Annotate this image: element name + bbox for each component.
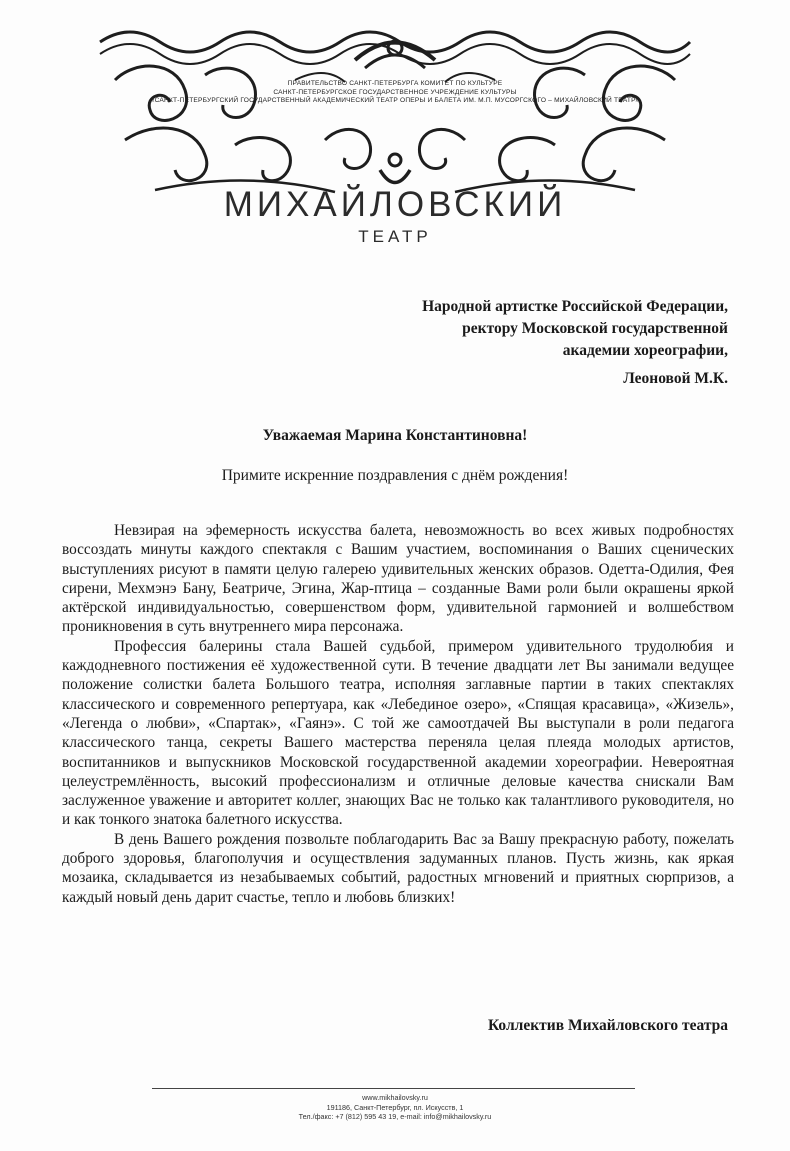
- gov-line: «САНКТ-ПЕТЕРБУРГСКИЙ ГОСУДАРСТВЕННЫЙ АКАДЕМИЧЕСКИЙ ТЕАТР ОПЕРЫ И БАЛЕТА ИМ. М.П. МУСОРГСКОГО – МИХАЙЛОВСКИЙ ТЕАТР»: [150, 97, 640, 104]
- salutation: Уважаемая Марина Константиновна!: [262, 427, 528, 444]
- addressee-line: Народной артистке Российской Федерации,: [422, 298, 728, 315]
- logo-subtitle: ТЕАТР: [358, 227, 432, 246]
- letter-body: [62, 521, 734, 907]
- logo-title: МИХАЙЛОВСКИЙ: [223, 185, 567, 224]
- government-header-text: [140, 80, 650, 106]
- body-paragraph: Невзирая на эфемерность искусства балета, невозможность во всех живых подробностях воссоздать минуты каждого спектакля с Вашим участием, воспоминания о Ваших сценических выступлениях рисуют в памяти целую галерею удивительных женских образов. Одетта-Одилия, Фея сирени, Мехмэнэ Бану, Беатриче, Эгина, Жар-птица – созданные Вами роли были окрашены яркой актёрской индивидуальностью, совершенством форм, удивительной гармонией и волшебством проникновения в суть внутреннего мира персонажа.: [62, 522, 734, 636]
- congratulation-line: Примите искренние поздравления с днём рождения!: [221, 467, 569, 484]
- signature: Коллектив Михайловского театра: [487, 1017, 728, 1034]
- body-paragraph: В день Вашего рождения позвольте поблагодарить Вас за Вашу прекрасную работу, пожелать доброго здоровья, благополучия и осуществления задуманных планов. Пусть жизнь, как яркая мозаика, складывается из незабываемых событий, радостных мгновений и приятных сюрпризов, а каждый новый день дарит счастье, тепло и любовь близких!: [62, 830, 734, 906]
- footer-divider: [152, 1088, 635, 1089]
- addressee-line: ректору Московской государственной: [462, 320, 728, 337]
- body-paragraph: Профессия балерины стала Вашей судьбой, примером удивительного трудолюбия и каждодневного постижения её художественной сути. В течение двадцати лет Вы занимали ведущее положение солистки балета Большого театра, исполняя заглавные партии в таких спектаклях классического и современного репертуара, как «Лебединое озеро», «Спящая красавица», «Жизель», «Легенда о любви», «Спартак», «Гаянэ». С той же самоотдачей Вы выступали в роли педагога классического танца, секреты Вашего мастерства переняла целая плеяда молодых артистов, воспитанников и выпускников Московской государственной академии хореографии. Невероятная целеустремлённость, высокий профессионализм и отличные деловые качества снискали Вам заслуженное уважение и авторитет коллег, знающих Вас не только как талантливого руководителя, но и как тонкого знатока балетного искусства.: [62, 637, 734, 829]
- addressee-name: Леоновой М.К.: [623, 370, 728, 387]
- gov-line: САНКТ-ПЕТЕРБУРГСКОЕ ГОСУДАРСТВЕННОЕ УЧРЕЖДЕНИЕ КУЛЬТУРЫ: [273, 88, 517, 96]
- footer-address: 191186, Санкт-Петербург, пл. Искусств, 1: [326, 1102, 464, 1112]
- gov-line: ПРАВИТЕЛЬСТВО САНКТ-ПЕТЕРБУРГА КОМИТЕТ ПО КУЛЬТУРЕ: [287, 80, 503, 87]
- footer: [0, 1093, 790, 1122]
- theatre-crest-ornament: [95, 20, 695, 205]
- footer-website: www.mikhailovsky.ru: [362, 1093, 428, 1102]
- footer-contacts: Тел./факс: +7 (812) 595 43 19, e-mail: info@mikhailovsky.ru: [298, 1112, 492, 1122]
- addressee-line: академии хореографии,: [562, 342, 728, 359]
- addressee-block: [422, 296, 728, 362]
